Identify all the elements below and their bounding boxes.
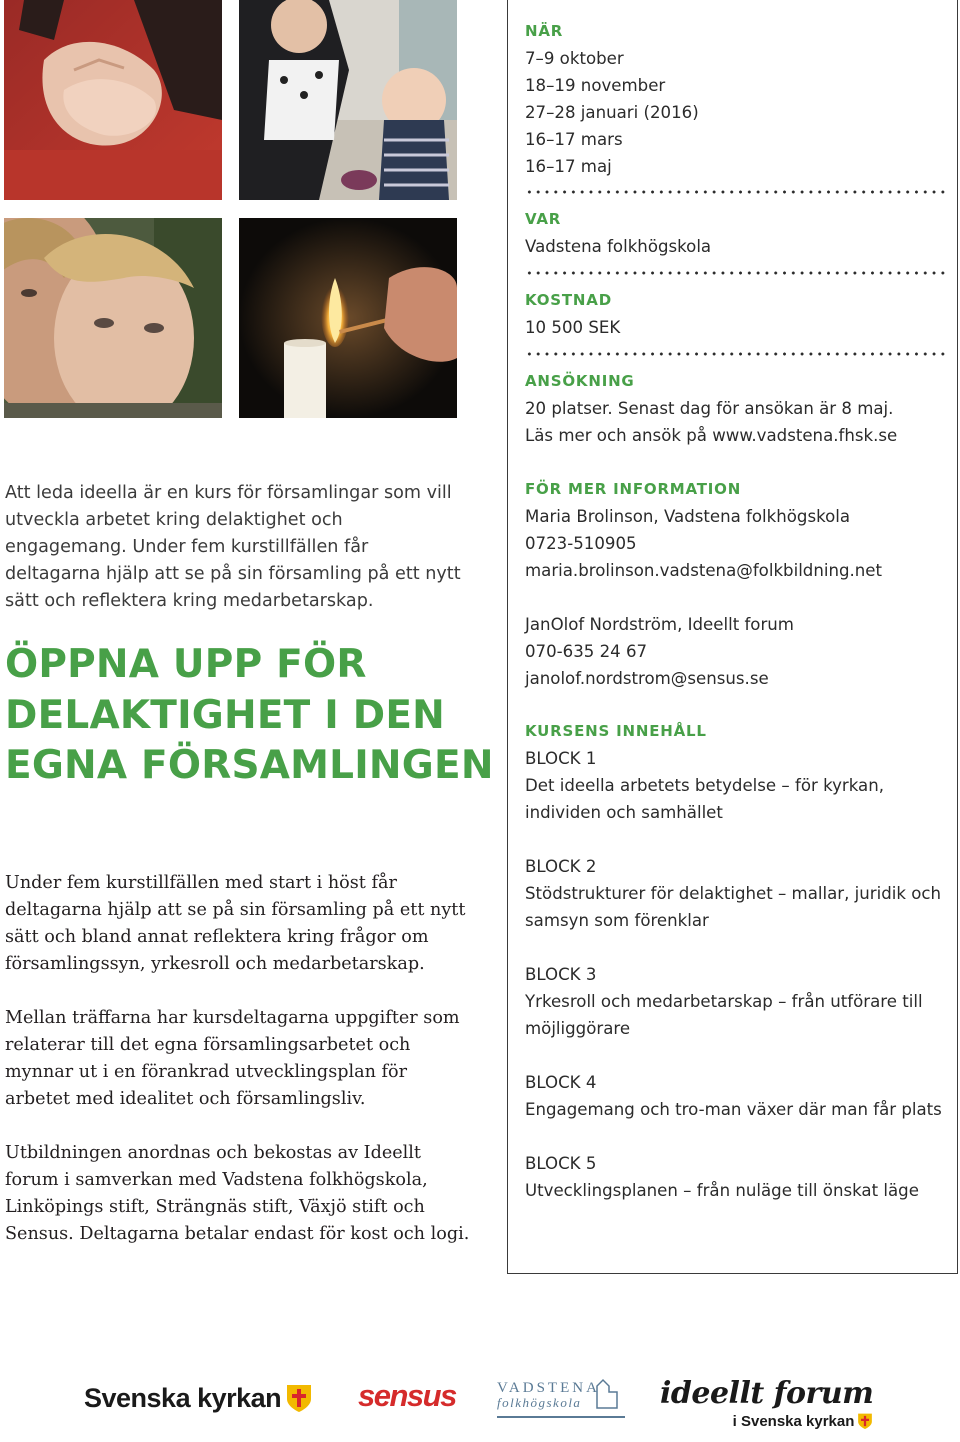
block-title: BLOCK 3 — [525, 965, 597, 984]
block-line: Engagemang och tro-man växer där man får plats — [525, 1100, 942, 1119]
church-cross-icon — [285, 1383, 313, 1413]
contact1-name: Maria Brolinson, Vadstena folkhögskola — [525, 507, 851, 526]
section-nar — [525, 18, 945, 180]
dotted-divider — [525, 352, 945, 356]
nar-date-5: 16–17 maj — [525, 157, 612, 176]
block-title: BLOCK 2 — [525, 857, 597, 876]
intro-paragraph: Att leda ideella är en kurs för församlingar som vill utveckla arbetet kring delaktighet och engagemang. Under fem kurstillfällen får deltagarna hjälp att se på sin församling på ett nytt sätt och reflektera kring medarbetarskap. — [5, 483, 461, 611]
baby-photo — [239, 0, 457, 200]
info-box — [507, 0, 958, 1274]
var-place: Vadstena folkhögskola — [525, 237, 712, 256]
body-paragraph-2: Mellan träffarna har kursdeltagarna uppgifter som relaterar till det egna församlingsarbetet och mynnar ut i en förankrad utvecklingsplan för arbetet med idealitet och församlingsliv. — [5, 1008, 460, 1109]
block-title: BLOCK 4 — [525, 1073, 597, 1092]
section-kostnad — [525, 287, 945, 341]
kostnad-label: KOSTNAD — [525, 291, 612, 309]
block-2 — [525, 853, 945, 934]
nar-date-2: 18–19 november — [525, 76, 666, 95]
castle-icon — [593, 1378, 623, 1412]
block-line: Yrkesroll och medarbetarskap – från utförare till — [525, 992, 923, 1011]
body-text — [5, 870, 475, 1275]
dotted-divider — [525, 271, 945, 275]
svenska-kyrkan-logo — [84, 1380, 313, 1416]
block-1 — [525, 745, 945, 826]
block-line: möjliggörare — [525, 1019, 631, 1038]
headline-line-2: DELAKTIGHET I DEN — [5, 692, 445, 738]
section-mer-info — [525, 476, 945, 692]
vadstena-wordmark: VADSTENA — [497, 1380, 600, 1396]
ansokning-link[interactable]: Läs mer och ansök på www.vadstena.fhsk.se — [525, 426, 898, 445]
mer-info-label: FÖR MER INFORMATION — [525, 480, 742, 498]
ansokning-line-1: 20 platser. Senast dag för ansökan är 8 maj. — [525, 399, 894, 418]
section-ansokning — [525, 368, 945, 449]
block-line: samsyn som förenklar — [525, 911, 709, 930]
vadstena-sub: folkhögskola — [497, 1395, 582, 1410]
dotted-divider — [525, 190, 945, 194]
headline-line-3: EGNA FÖRSAMLINGEN — [5, 743, 494, 788]
innehall-label: KURSENS INNEHÅLL — [525, 722, 707, 740]
vadstena-underline — [497, 1416, 625, 1418]
contact2-phone: 070-635 24 67 — [525, 642, 648, 661]
kostnad-value: 10 500 SEK — [525, 318, 621, 337]
block-line: Stödstrukturer för delaktighet – mallar, juridik och — [525, 884, 942, 903]
block-title: BLOCK 5 — [525, 1154, 597, 1173]
church-cross-icon — [857, 1412, 873, 1430]
block-line: Det ideella arbetets betydelse – för kyrkan, — [525, 776, 885, 795]
ideellt-forum-logo — [660, 1378, 873, 1430]
nar-date-1: 7–9 oktober — [525, 49, 624, 68]
contact1-phone: 0723-510905 — [525, 534, 637, 553]
ideellt-sub-row — [660, 1412, 873, 1430]
ideellt-wordmark: ideellt forum — [660, 1376, 874, 1411]
block-3 — [525, 961, 945, 1042]
body-paragraph-3: Utbildningen anordnas och bekostas av Ideellt forum i samverkan med Vadstena folkhögskola, Linköpings stift, Strängnäs stift, Växjö stift och Sensus. Deltagarna betalar endast för kost och logi. — [5, 1143, 470, 1244]
nar-label: NÄR — [525, 22, 564, 40]
block-line: individen och samhället — [525, 803, 723, 822]
sensus-wordmark: sensus — [358, 1378, 456, 1413]
headline — [5, 640, 494, 792]
hands-photo — [4, 0, 222, 200]
ansokning-label: ANSÖKNING — [525, 372, 635, 390]
contact2-name: JanOlof Nordström, Ideellt forum — [525, 615, 794, 634]
contact2-email[interactable]: janolof.nordstrom@sensus.se — [525, 669, 769, 688]
nar-date-3: 27–28 januari (2016) — [525, 103, 699, 122]
section-innehall — [525, 718, 945, 1204]
vadstena-logo — [497, 1380, 627, 1411]
block-line: Utvecklingsplanen – från nuläge till önskat läge — [525, 1181, 919, 1200]
contact1-email[interactable]: maria.brolinson.vadstena@folkbildning.net — [525, 561, 883, 580]
block-4 — [525, 1069, 945, 1123]
svenska-kyrkan-wordmark: Svenska kyrkan — [84, 1382, 282, 1413]
headline-line-1: ÖPPNA UPP FÖR — [5, 642, 367, 687]
var-label: VAR — [525, 210, 562, 228]
candle-photo — [239, 218, 457, 418]
intro-text — [5, 480, 465, 615]
mother-child-photo — [4, 218, 222, 418]
block-5 — [525, 1150, 945, 1204]
section-var — [525, 206, 945, 260]
nar-date-4: 16–17 mars — [525, 130, 623, 149]
block-title: BLOCK 1 — [525, 749, 597, 768]
sensus-logo — [358, 1378, 456, 1414]
ideellt-sub: i Svenska kyrkan — [732, 1412, 855, 1430]
body-paragraph-1: Under fem kurstillfällen med start i höst får deltagarna hjälp att se på sin församling på ett nytt sätt och bland annat reflektera kring frågor om församlingssyn, yrkesroll och medarbetarskap. — [5, 873, 466, 974]
